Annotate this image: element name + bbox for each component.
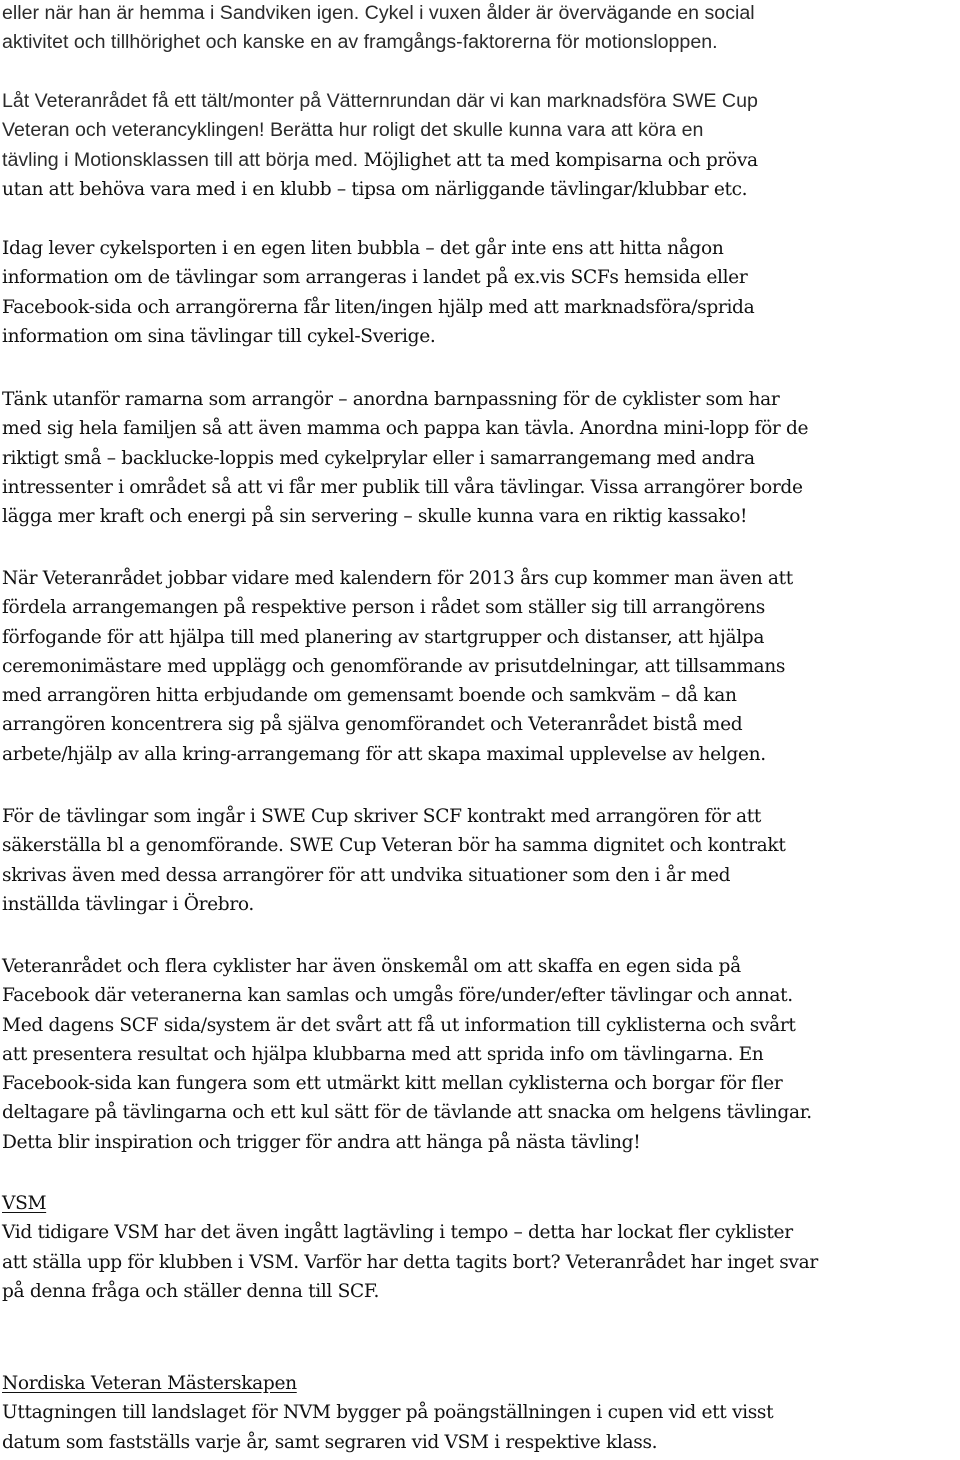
- paragraph-facebook: [2, 952, 958, 1157]
- text-line: Facebook-sida kan fungera som ett utmärkt kitt mellan cyklisterna och borgar för fler: [2, 1073, 783, 1095]
- text-line: fördela arrangemangen på respektive person i rådet som ställer sig till arrangörens: [2, 597, 765, 619]
- paragraph-kontrakt: [2, 802, 958, 919]
- text-line: intressenter i området så att vi får mer publik till våra tävlingar. Vissa arrangörer borde: [2, 476, 803, 498]
- text-line: Uttagningen till landslaget för NVM bygger på poängställningen i cupen vid ett visst: [2, 1402, 774, 1424]
- text-line: inställda tävlingar i Örebro.: [2, 893, 254, 915]
- text-line: utan att behöva vara med i en klubb – tipsa om närliggande tävlingar/klubbar etc.: [2, 178, 748, 200]
- text-line: För de tävlingar som ingår i SWE Cup skriver SCF kontrakt med arrangören för att: [2, 806, 762, 827]
- text-line: riktigt små – backlucke-loppis med cykelprylar eller i samarrangemang med andra: [2, 447, 755, 469]
- text-line: att ställa upp för klubben i VSM. Varför har detta tagits bort? Veteranrådet har inget svar: [2, 1251, 818, 1273]
- text-line: skrivas även med dessa arrangörer för att undvika situationer som den i år med: [2, 864, 731, 886]
- section-heading-nvm: Nordiska Veteran Mästerskapen: [2, 1373, 297, 1394]
- text-line: förfogande för att hjälpa till med planering av startgrupper och distanser, att hjälpa: [2, 626, 765, 648]
- text-line: aktivitet och tillhörighet och kanske en av framgångs-faktorerna för motionsloppen.: [2, 31, 718, 54]
- paragraph-sandviken: [2, 0, 958, 58]
- text-line: Detta blir inspiration och trigger för andra att hänga på nästa tävling!: [2, 1131, 641, 1153]
- text-line: ceremonimästare med upplägg och genomförande av prisutdelningar, att tillsammans: [2, 655, 786, 677]
- text-line: arbete/hjälp av alla kring-arrangemang för att skapa maximal upplevelse av helgen.: [2, 743, 766, 765]
- text-line: arrangören koncentrera sig på själva genomförandet och Veteranrådet bistå med: [2, 714, 743, 736]
- paragraph-kalendern: [2, 564, 958, 769]
- text-line: lägga mer kraft och energi på sin servering – skulle kunna vara en riktig kassako!: [2, 506, 748, 528]
- text-line: på denna fråga och ställer denna till SCF.: [2, 1280, 380, 1302]
- text-line: med sig hela familjen så att även mamma och pappa kan tävla. Anordna mini-lopp för de: [2, 418, 809, 440]
- text-line: Vid tidigare VSM har det även ingått lagtävling i tempo – detta har lockat fler cyklister: [2, 1222, 793, 1244]
- text-line: tävling i Motionsklassen till att börja med. Möjlighet att ta med kompisarna och pröva: [2, 148, 758, 171]
- text-line: Facebook-sida och arrangörerna får liten/ingen hjälp med att marknadsföra/sprida: [2, 296, 755, 318]
- text-line: datum som fastställs varje år, samt segraren vid VSM i respektive klass.: [2, 1431, 658, 1453]
- section-vsm: [2, 1189, 958, 1306]
- paragraph-vatternrundan: [2, 87, 958, 204]
- text-line: Facebook där veteranerna kan samlas och umgås före/under/efter tävlingar och annat.: [2, 985, 793, 1007]
- text-line: information om de tävlingar som arrangeras i landet på ex.vis SCFs hemsida eller: [2, 267, 748, 289]
- text-line: säkerställa bl a genomförande. SWE Cup Veteran bör ha samma dignitet och kontrakt: [2, 835, 786, 857]
- text-line: att presentera resultat och hjälpa klubbarna med att sprida info om tävlingarna. En: [2, 1043, 764, 1065]
- section-nvm: [2, 1369, 958, 1457]
- text-line: Tänk utanför ramarna som arrangör – anordna barnpassning för de cyklister som har: [2, 389, 780, 410]
- text-line: Veteran och veterancyklingen! Berätta hur roligt det skulle kunna vara att köra en: [2, 119, 704, 142]
- text-line: eller när han är hemma i Sandviken igen. Cykel i vuxen ålder är övervägande en social: [2, 2, 755, 24]
- text-line: information om sina tävlingar till cykel-Sverige.: [2, 325, 436, 347]
- text-line: med arrangören hitta erbjudande om gemensamt boende och samkväm – då kan: [2, 685, 737, 707]
- text-line: När Veteranrådet jobbar vidare med kalendern för 2013 års cup kommer man även att: [2, 568, 793, 589]
- text-line: Med dagens SCF sida/system är det svårt att få ut information till cyklisterna och svårt: [2, 1014, 796, 1036]
- text-line: deltagare på tävlingarna och ett kul sätt för de tävlande att snacka om helgens tävlingar.: [2, 1102, 812, 1124]
- text-line: Veteranrådet och flera cyklister har även önskemål om att skaffa en egen sida på: [2, 956, 741, 977]
- paragraph-bubbla: [2, 234, 958, 351]
- text-line: Låt Veteranrådet få ett tält/monter på Vätternrundan där vi kan marknadsföra SWE Cup: [2, 90, 758, 112]
- section-heading-vsm: VSM: [2, 1193, 47, 1214]
- text-line: Idag lever cykelsporten i en egen liten bubbla – det går inte ens att hitta någon: [2, 238, 724, 259]
- paragraph-tank-utanfor: [2, 385, 958, 531]
